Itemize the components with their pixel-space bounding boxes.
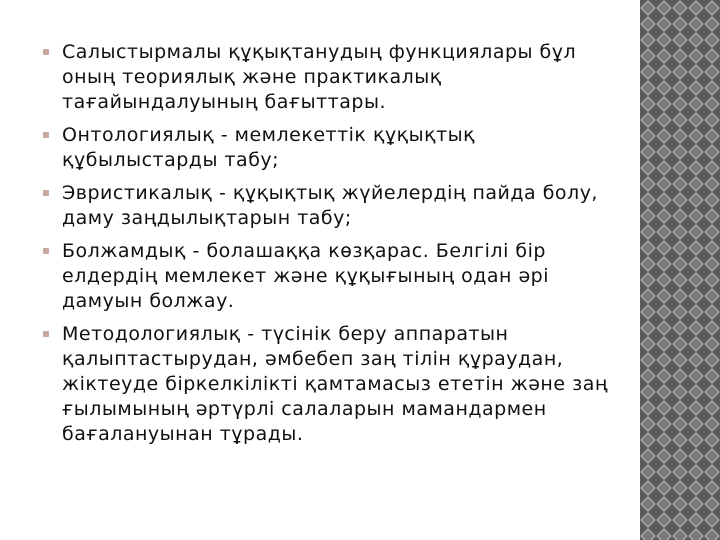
bullet-list	[40, 40, 610, 447]
bullet-text: Болжамдық - болашаққа көзқарас. Белгілі бір елдердің мемлекет және құқығының одан әрі дамуын болжау.	[62, 240, 549, 312]
bullet-item-4	[40, 239, 610, 314]
pattern-fill	[640, 0, 720, 540]
bullet-text: Эвристикалық - құқықтық жүйелердің пайда болу, даму заңдылықтарын табу;	[62, 182, 598, 229]
bullet-icon	[43, 190, 49, 196]
bullet-text: Методологиялық - түсінік беру аппаратын қалыптастырудан, әмбебеп заң тілін құраудан, жіктеуде біркелкілікті қамтамасыз ететін және заң ғылымының әртүрлі салаларын мамандармен бағалануынан тұрады.	[62, 323, 608, 445]
bullet-icon	[43, 331, 49, 337]
slide-content	[40, 40, 610, 455]
bullet-icon	[43, 132, 49, 138]
bullet-item-5	[40, 322, 610, 447]
bullet-item-2	[40, 123, 610, 173]
bullet-text: Онтологиялық - мемлекеттік құқықтық құбылыстарды табу;	[62, 124, 476, 171]
bullet-item-1	[40, 40, 610, 115]
bullet-text: Салыстырмалы құқықтанудың функциялары бұл оның теориялық және практикалық тағайындалуының бағыттары.	[62, 41, 577, 113]
bullet-item-3	[40, 181, 610, 231]
decorative-pattern-strip	[640, 0, 720, 540]
bullet-icon	[43, 248, 49, 254]
bullet-icon	[43, 49, 49, 55]
